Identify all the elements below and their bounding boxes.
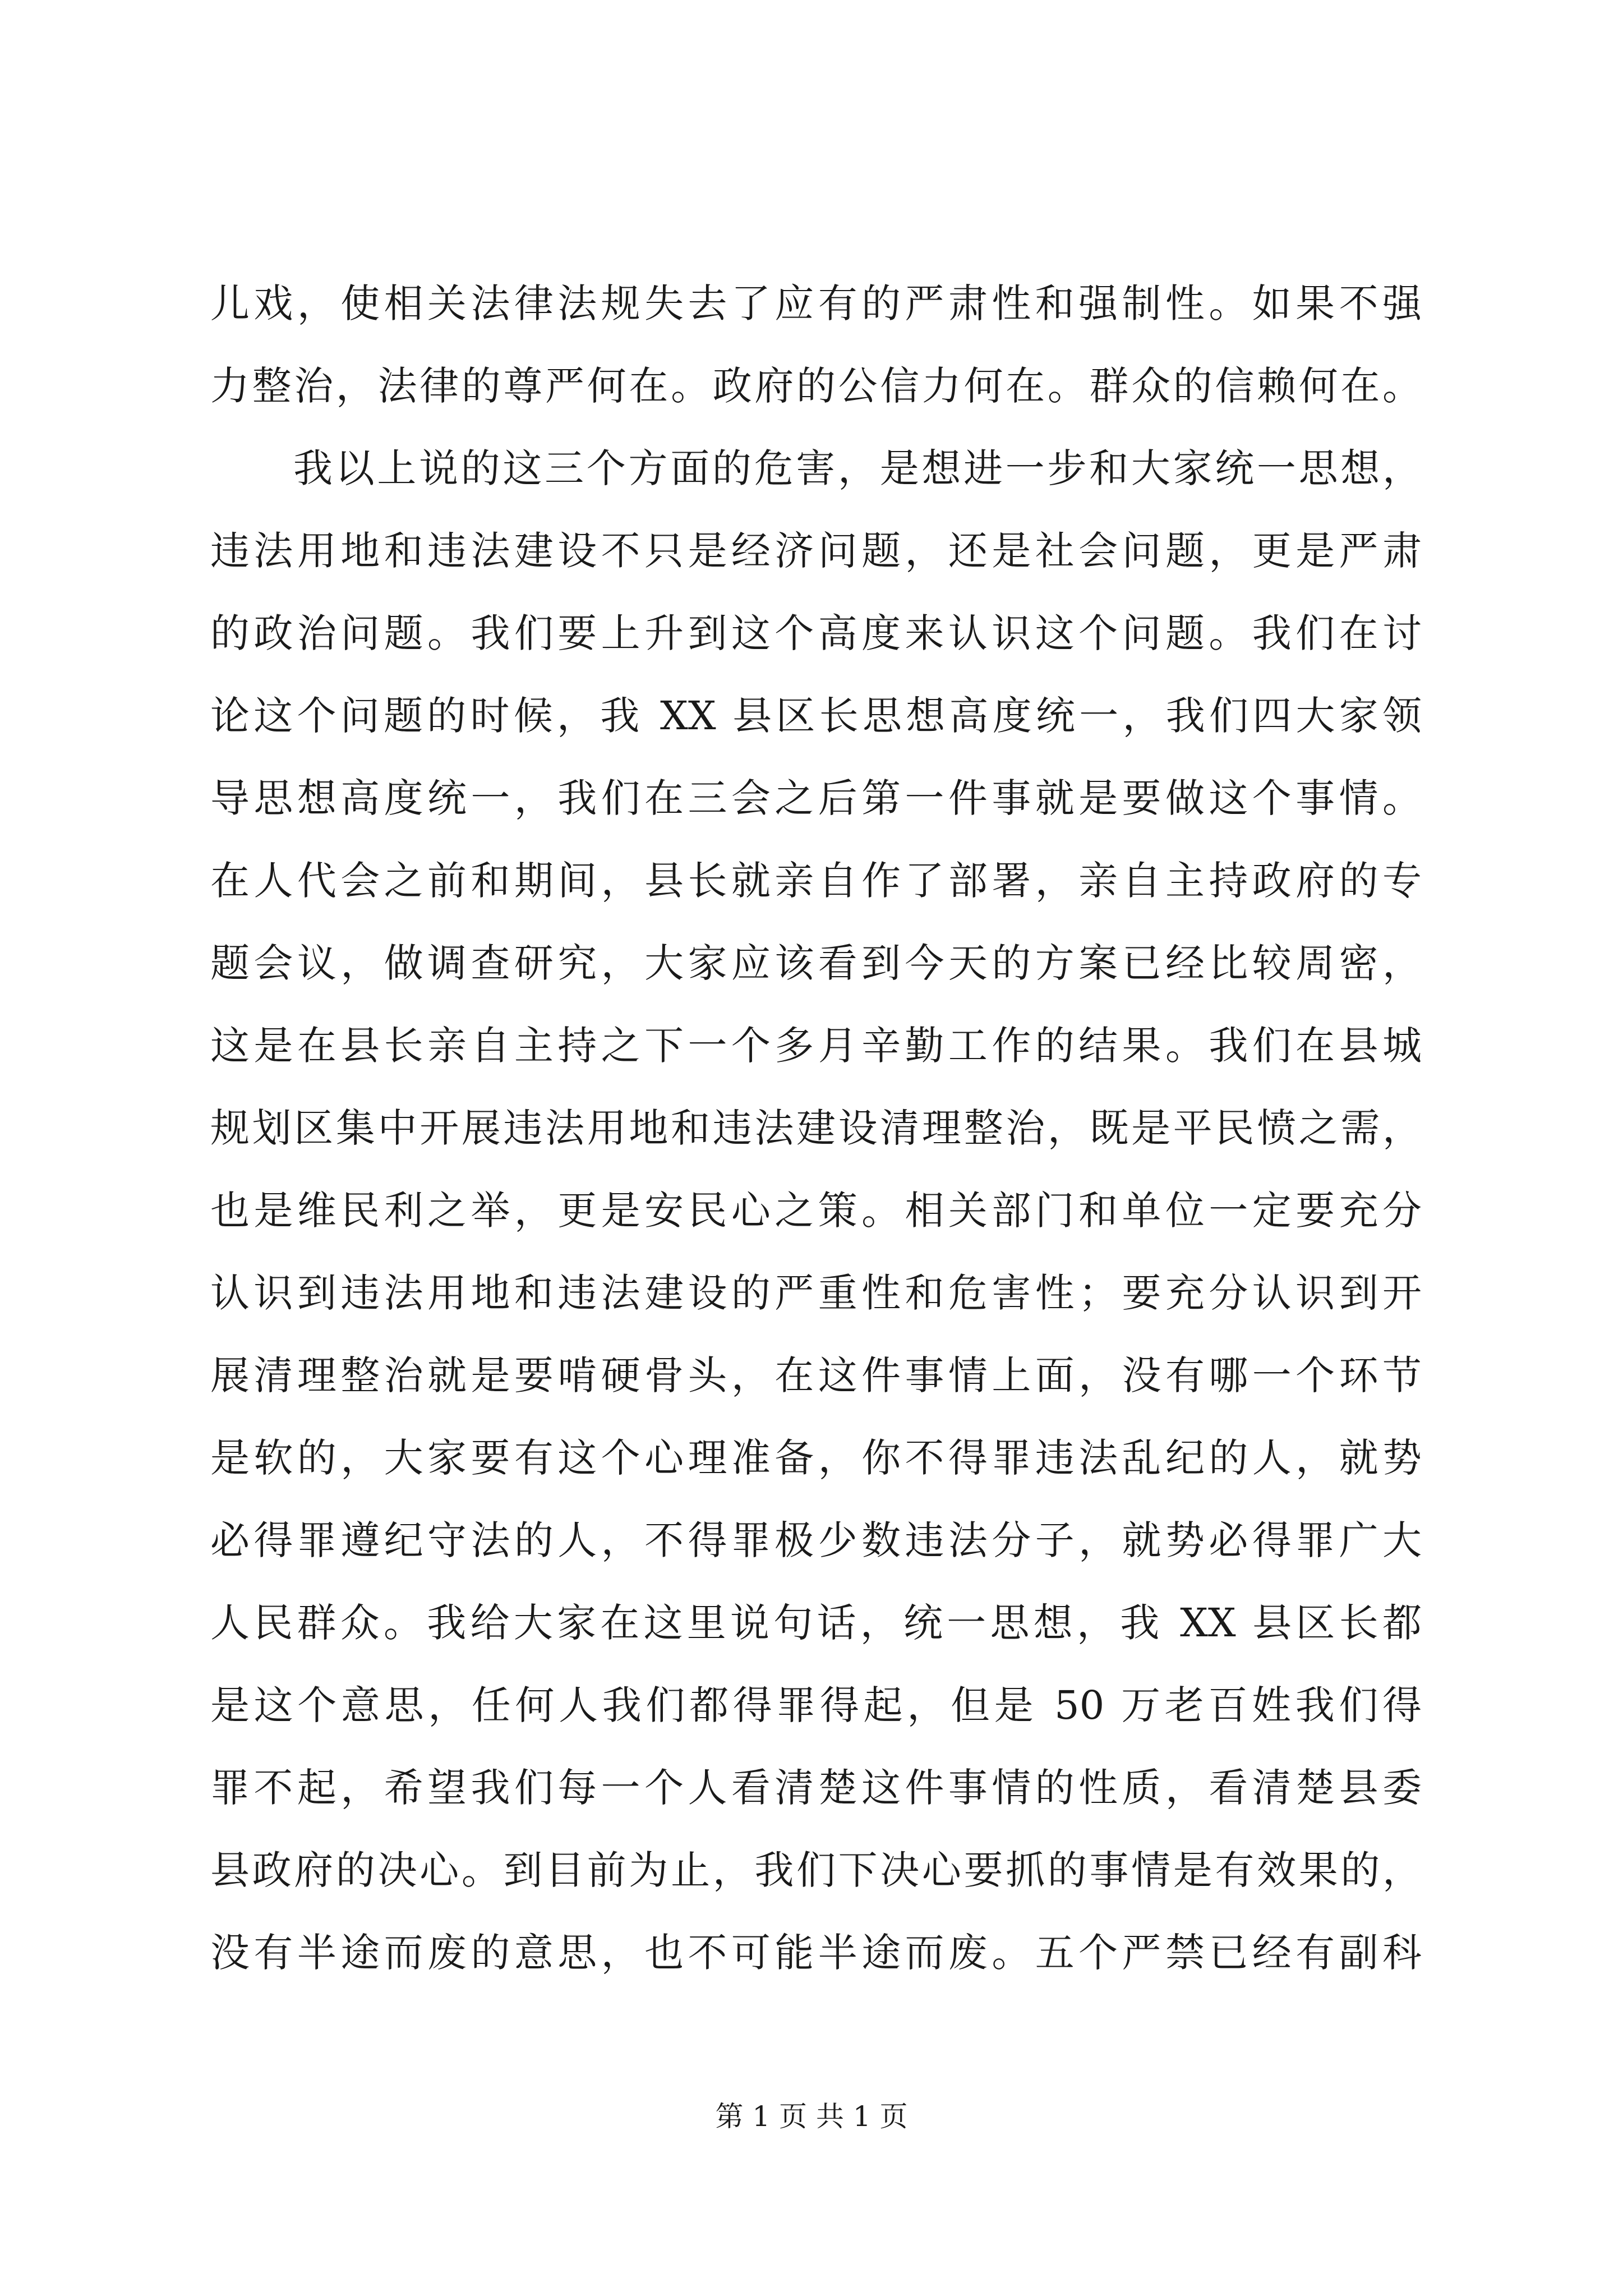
- text-line: 是软的，大家要有这个心理准备，你不得罪违法乱纪的人，就势: [210, 1435, 1422, 1481]
- text-line: 是这个意思，任何人我们都得罪得起，但是 50 万老百姓我们得: [210, 1682, 1422, 1728]
- text-line: 导思想高度统一，我们在三会之后第一件事就是要做这个事情。: [210, 775, 1422, 821]
- page-footer: 第 1 页 共 1 页: [715, 2100, 908, 2133]
- text-line: 题会议，做调查研究，大家应该看到今天的方案已经比较周密，: [210, 940, 1422, 986]
- text-line: 论这个问题的时候，我 XX 县区长思想高度统一，我们四大家领: [210, 693, 1422, 739]
- text-line: 没有半途而废的意思，也不可能半途而废。五个严禁已经有副科: [210, 1930, 1422, 1976]
- text-line: 规划区集中开展违法用地和违法建设清理整治，既是平民愤之需，: [210, 1105, 1422, 1151]
- text-line: 展清理整治就是要啃硬骨头，在这件事情上面，没有哪一个环节: [210, 1352, 1422, 1398]
- text-line: 违法用地和违法建设不只是经济问题，还是社会问题，更是严肃: [210, 528, 1422, 574]
- text-line: 这是在县长亲自主持之下一个多月辛勤工作的结果。我们在县城: [210, 1023, 1422, 1069]
- text-line: 我以上说的这三个方面的危害，是想进一步和大家统一思想，: [293, 445, 1422, 491]
- text-line: 儿戏，使相关法律法规失去了应有的严肃性和强制性。如果不强: [210, 280, 1422, 326]
- text-line: 必得罪遵纪守法的人，不得罪极少数违法分子，就势必得罪广大: [210, 1517, 1422, 1563]
- text-line: 县政府的决心。到目前为止，我们下决心要抓的事情是有效果的，: [210, 1847, 1422, 1893]
- text-line: 也是维民利之举，更是安民心之策。相关部门和单位一定要充分: [210, 1188, 1422, 1234]
- text-line: 罪不起，希望我们每一个人看清楚这件事情的性质，看清楚县委: [210, 1765, 1422, 1811]
- text-line: 人民群众。我给大家在这里说句话，统一思想，我 XX 县区长都: [210, 1600, 1422, 1646]
- text-line: 在人代会之前和期间，县长就亲自作了部署，亲自主持政府的专: [210, 858, 1422, 904]
- body-text: [210, 263, 1422, 1994]
- text-line: 的政治问题。我们要上升到这个高度来认识这个问题。我们在讨: [210, 610, 1422, 656]
- text-line: 力整治，法律的尊严何在。政府的公信力何在。群众的信赖何在。: [210, 363, 1422, 409]
- text-line: 认识到违法用地和违法建设的严重性和危害性；要充分认识到开: [210, 1270, 1422, 1316]
